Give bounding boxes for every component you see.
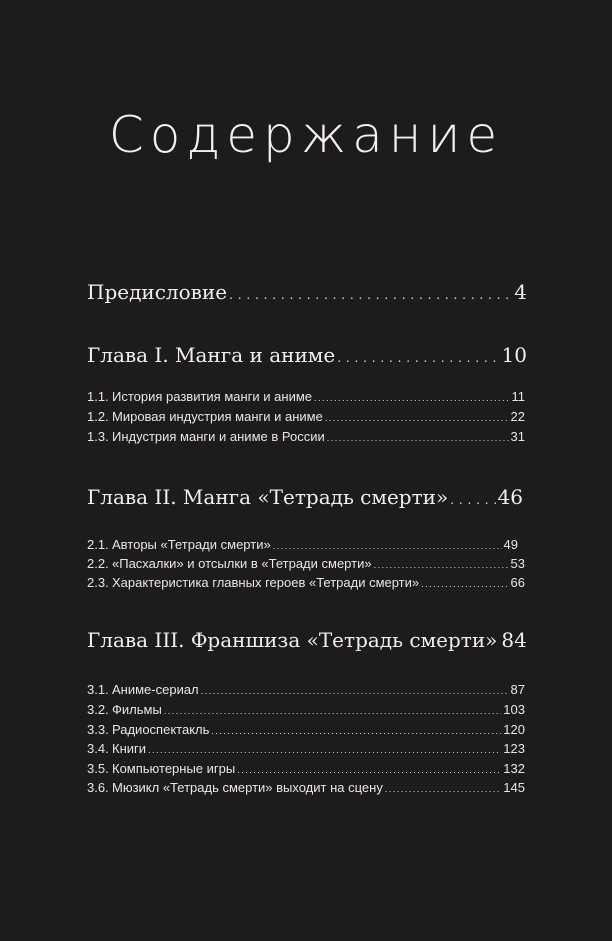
toc-entry-chapter-3[interactable]	[87, 628, 527, 652]
section-number: 3.1.	[87, 682, 109, 697]
toc-page-number: 49	[503, 537, 518, 552]
toc-entry-label: Глава II. Манга «Тетрадь смерти»	[87, 485, 449, 509]
section-number: 3.4.	[87, 741, 109, 756]
toc-entry-label: Мировая индустрия манги и аниме	[112, 409, 323, 424]
toc-entry-chapter-1[interactable]	[87, 343, 527, 367]
dot-leader	[164, 706, 502, 716]
toc-entry-section[interactable]	[87, 537, 518, 552]
dot-leader	[148, 745, 501, 755]
section-number: 3.5.	[87, 761, 109, 776]
dot-leader	[201, 686, 509, 696]
section-number: 2.2.	[87, 556, 109, 571]
section-number: 3.3.	[87, 722, 109, 737]
toc-entry-label: Предисловие	[87, 280, 228, 304]
toc-page-number: 66	[510, 575, 525, 590]
section-number: 1.1.	[87, 389, 109, 404]
dot-leader	[211, 726, 501, 736]
section-number: 2.3.	[87, 575, 109, 590]
toc-entry-section[interactable]	[87, 722, 525, 737]
dot-leader	[327, 433, 509, 443]
toc-page-number: 22	[510, 409, 525, 424]
section-number: 1.3.	[87, 429, 109, 444]
toc-entry-section[interactable]	[87, 429, 525, 444]
dot-leader	[273, 541, 502, 551]
dot-leader	[314, 393, 509, 403]
toc-entry-section[interactable]	[87, 556, 525, 571]
dot-leader	[385, 784, 501, 794]
toc-page-number: 87	[510, 682, 525, 697]
toc-entry-label: Характеристика главных героев «Тетради смерти»	[112, 575, 420, 590]
toc-entry-label: Глава I. Манга и аниме	[87, 343, 336, 367]
toc-entry-section[interactable]	[87, 575, 525, 590]
toc-entry-label: Аниме-сериал	[112, 682, 199, 697]
page-title: Содержание	[108, 106, 504, 164]
dot-leader	[337, 351, 499, 365]
dot-leader	[374, 560, 509, 570]
toc-entry-section[interactable]	[87, 741, 525, 756]
section-number: 1.2.	[87, 409, 109, 424]
dot-leader	[237, 765, 501, 775]
toc-page-number: 11	[511, 389, 525, 404]
toc-page-number: 4	[514, 280, 527, 304]
toc-entry-label: Радиоспектакль	[112, 722, 210, 737]
toc-entry-label: Глава III. Франшиза «Тетрадь смерти»	[87, 628, 498, 652]
section-number: 2.1.	[87, 537, 109, 552]
toc-entry-section[interactable]	[87, 682, 525, 697]
toc-page-number: 46	[497, 485, 523, 509]
toc-entry-section[interactable]	[87, 389, 525, 404]
toc-entry-section[interactable]	[87, 761, 525, 776]
toc-entry-section[interactable]	[87, 409, 525, 424]
toc-entry-label: Индустрия манги и аниме в России	[112, 429, 325, 444]
toc-entry-label: История развития манги и аниме	[112, 389, 313, 404]
toc-entry-preface[interactable]	[87, 280, 527, 304]
toc-entry-label: Фильмы	[112, 702, 162, 717]
dot-leader	[421, 579, 508, 589]
toc-page-number: 123	[503, 741, 525, 756]
toc-page-number: 53	[510, 556, 525, 571]
dot-leader	[229, 288, 512, 302]
toc-page-number: 103	[503, 702, 525, 717]
dot-leader	[450, 493, 495, 507]
toc-entry-label: «Пасхалки» и отсылки в «Тетради смерти»	[112, 556, 372, 571]
toc-entry-chapter-2[interactable]	[87, 485, 523, 509]
toc-entry-label: Книги	[112, 741, 147, 756]
dot-leader	[325, 413, 509, 423]
toc-page-number: 145	[503, 780, 525, 795]
toc-page-number: 84	[501, 628, 527, 652]
section-number: 3.2.	[87, 702, 109, 717]
toc-entry-section[interactable]	[87, 702, 525, 717]
toc-entry-label: Мюзикл «Тетрадь смерти» выходит на сцену	[112, 780, 383, 795]
toc-page-number: 31	[510, 429, 525, 444]
toc-page-number: 10	[501, 343, 527, 367]
toc-entry-label: Авторы «Тетради смерти»	[112, 537, 271, 552]
toc-page-number: 132	[503, 761, 525, 776]
toc-page-number: 120	[503, 722, 525, 737]
section-number: 3.6.	[87, 780, 109, 795]
toc-entry-label: Компьютерные игры	[112, 761, 236, 776]
toc-entry-section[interactable]	[87, 780, 525, 795]
